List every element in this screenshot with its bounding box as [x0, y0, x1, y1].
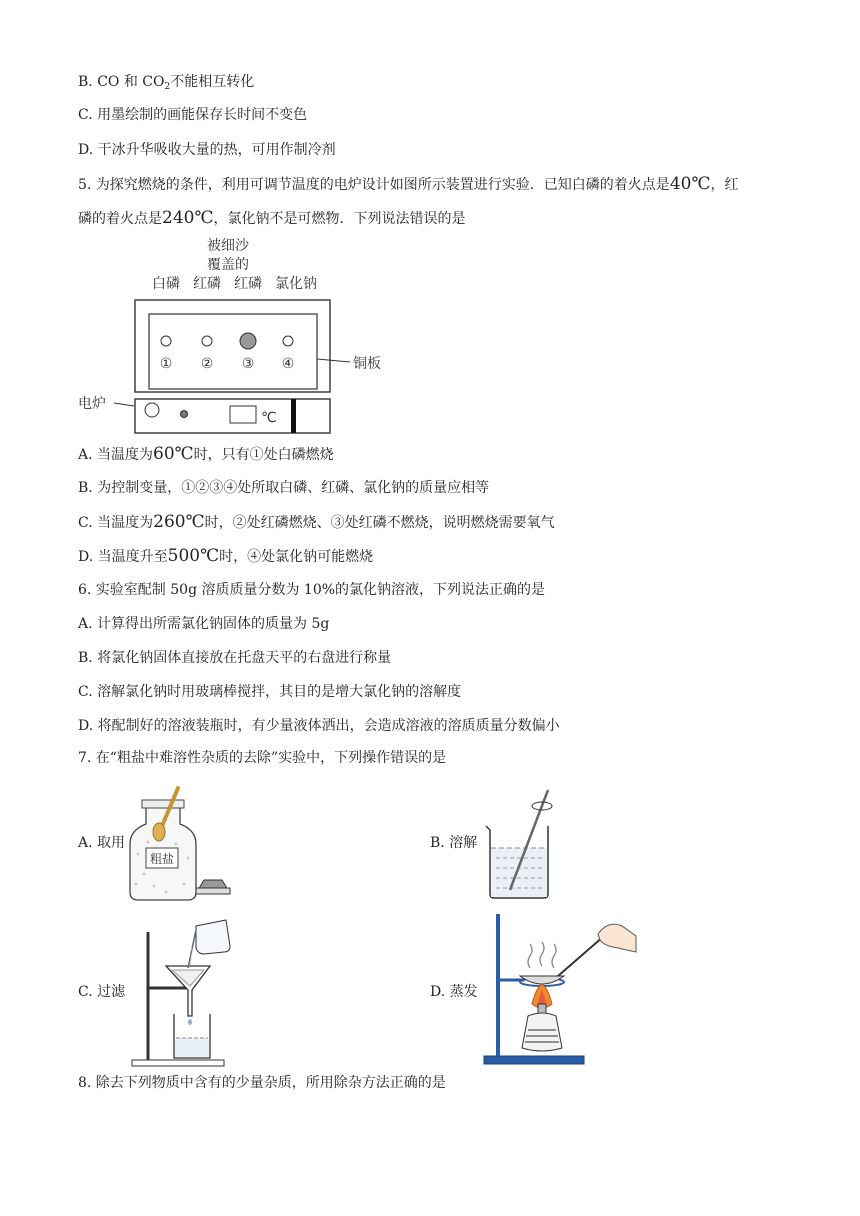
q6-stem: 6. 实验室配制 50g 溶质质量分数为 10%的氯化钠溶液，下列说法正确的是 — [78, 582, 546, 598]
alcohol-lamp — [522, 1013, 562, 1051]
q6-option-d: D. 将配制好的溶液装瓶时，有少量液体洒出，会造成溶液的溶质质量分数偏小 — [78, 718, 560, 734]
furnace-label: 电炉 — [78, 396, 106, 412]
pouring-beaker — [196, 920, 230, 954]
q6-option-a: A. 计算得出所需氯化钠固体的质量为 5g — [78, 616, 330, 632]
label-red-phosphorus-2: 红磷 — [234, 276, 262, 292]
furnace-light — [181, 411, 188, 418]
label-sodium-chloride: 氯化钠 — [275, 276, 317, 292]
filtrate-drop — [188, 1019, 192, 1025]
number-2: ② — [200, 356, 214, 372]
number-1: ① — [159, 356, 173, 372]
label-red-phosphorus-1: 红磷 — [193, 276, 221, 292]
copper-plate — [149, 314, 317, 389]
sample-2 — [202, 336, 212, 346]
q6-option-b: B. 将氯化钠固体直接放在托盘天平的右盘进行称量 — [78, 650, 392, 666]
solution — [491, 848, 547, 897]
q5-option-c: C. 当温度为260℃时，②处红磷燃烧、③处红磷不燃烧，说明燃烧需要氧气 — [78, 512, 555, 532]
unit-label: ℃ — [261, 410, 277, 426]
stand-base — [132, 1060, 224, 1066]
q5-stem-line2: 磷的着火点是240℃，氯化钠不是可燃物．下列说法错误的是 — [78, 208, 466, 228]
q4-option-b: B. CO 和 $CO_2$不能相互转化 — [78, 74, 255, 92]
furnace-knob — [145, 403, 159, 417]
temperature-display — [230, 406, 256, 423]
dissolve-figure — [484, 786, 568, 900]
evaporating-dish — [520, 976, 564, 984]
q5-option-a: A. 当温度为60℃时，只有①处白磷燃烧 — [78, 444, 334, 464]
number-4: ④ — [281, 356, 295, 372]
sample-1 — [161, 336, 171, 346]
cover-label-line2: 覆盖的 — [207, 257, 249, 273]
sample-4 — [283, 336, 293, 346]
q7-option-b-label: B. 溶解 — [430, 835, 478, 851]
q5-stem-line1: 5. 为探究燃烧的条件，利用可调节温度的电炉设计如图所示装置进行实验．已知白磷的着火点是40℃，红 — [78, 174, 739, 194]
stopper-base — [196, 888, 230, 894]
q7-option-c-label: C. 过滤 — [78, 984, 126, 1000]
q7-option-a-label: A. 取用 — [78, 835, 126, 851]
furnace-figure — [76, 232, 396, 438]
filtration-figure — [126, 912, 236, 1068]
evaporation-figure — [480, 908, 640, 1068]
stirring-rod — [558, 936, 604, 976]
sample-3-covered — [240, 333, 256, 349]
plate-label: 铜板 — [353, 356, 381, 372]
q5-option-b: B. 为控制变量，①②③④处所取白磷、红磷、氯化钠的质量应相等 — [78, 480, 490, 496]
label-white-phosphorus: 白磷 — [152, 276, 180, 292]
jar-neck — [142, 800, 184, 808]
cover-label-line1: 被细沙 — [207, 238, 249, 254]
number-3: ③ — [241, 356, 255, 372]
steam — [528, 942, 556, 968]
salt-jar-figure — [126, 784, 238, 904]
q8-stem: 8. 除去下列物质中含有的少量杂质，所用除杂方法正确的是 — [78, 1075, 446, 1091]
jar-label: 粗盐 — [149, 852, 175, 866]
spoon-bowl — [153, 823, 165, 841]
q5-option-d: D. 当温度升至500℃时，④处氯化钠可能燃烧 — [78, 546, 374, 566]
q4-option-d: D. 干冰升华吸收大量的热，可用作制冷剂 — [78, 142, 336, 158]
iron-stand-base — [484, 1056, 584, 1064]
hand — [598, 924, 636, 952]
q4-option-c: C. 用墨绘制的画能保存长时间不变色 — [78, 107, 308, 123]
q7-stem: 7. 在“粗盐中难溶性杂质的去除”实验中，下列操作错误的是 — [78, 750, 447, 766]
q6-option-c: C. 溶解氯化钠时用玻璃棒搅拌，其目的是增大氯化钠的溶解度 — [78, 684, 462, 700]
q7-option-d-label: D. 蒸发 — [430, 984, 478, 1000]
furnace-switch — [291, 399, 296, 433]
